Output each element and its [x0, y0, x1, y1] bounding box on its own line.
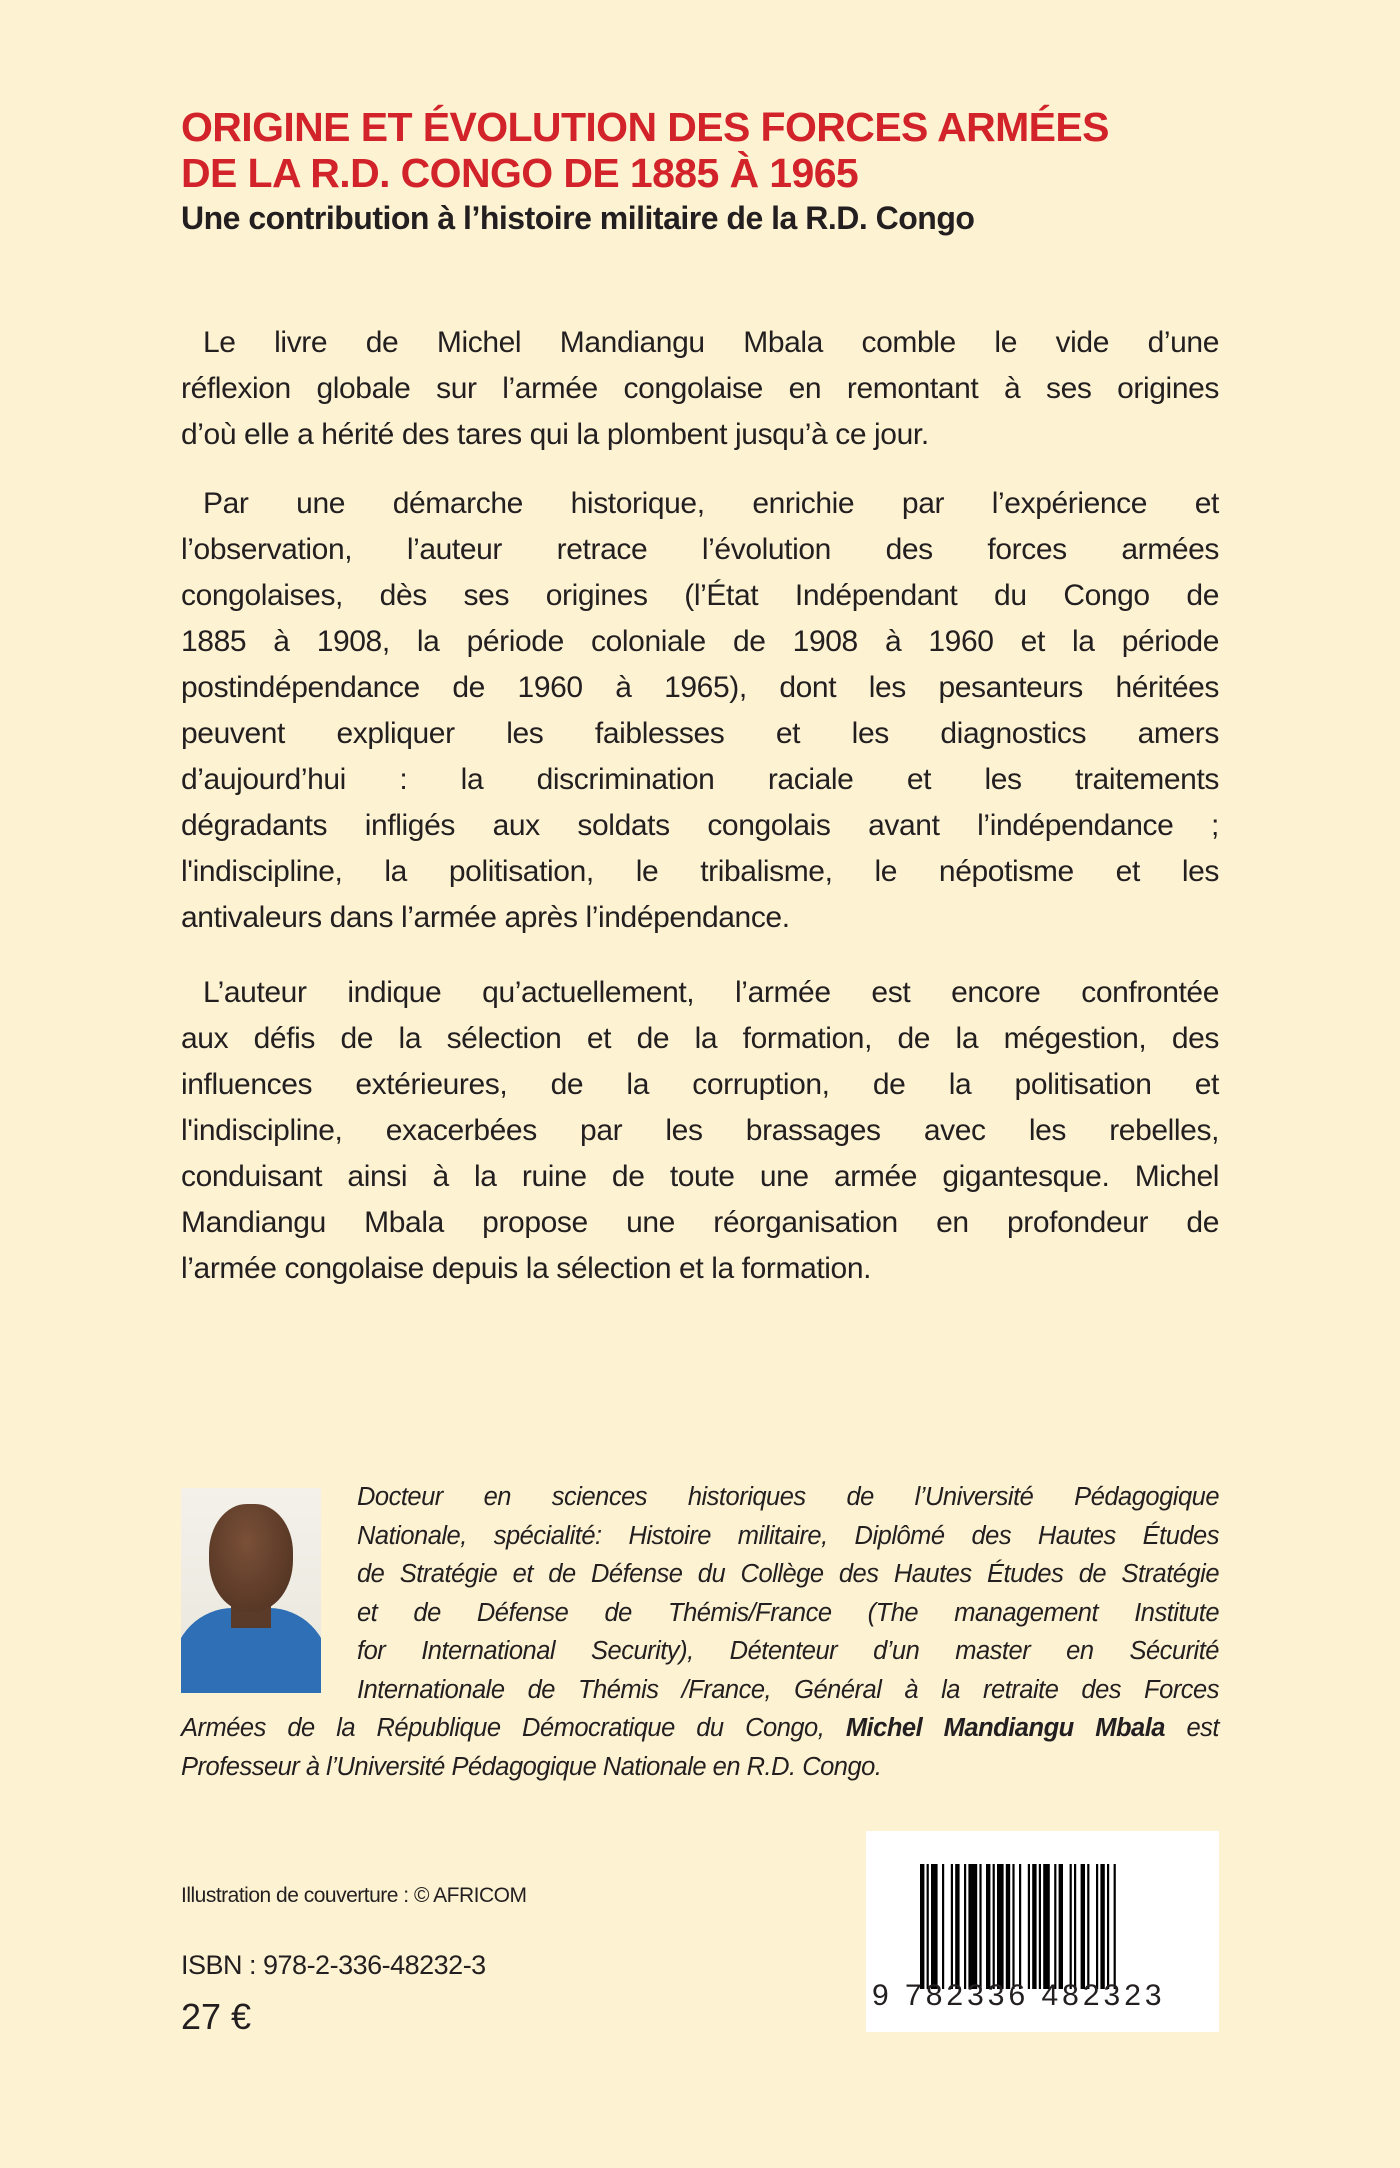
text-line: antivaleurs dans l’armée après l’indépendance. [181, 901, 790, 934]
barcode-bar [1081, 1864, 1085, 1989]
barcode-bar [955, 1864, 959, 1989]
barcode-bar [1032, 1864, 1036, 1989]
isbn: ISBN : 978-2-336-48232-3 [181, 1950, 486, 1980]
bio-line: Professeur à l’Université Pédagogique Nationale en R.D. Congo. [181, 1752, 882, 1781]
summary-paragraph-1 [181, 320, 1219, 458]
barcode-bar [986, 1864, 990, 1989]
bio-line: Docteur en sciences historiques de l’Université Pédagogique [357, 1483, 1219, 1511]
text-line: influences extérieures, de la corruption, de la politisation et [181, 1068, 1219, 1101]
barcode-bar [1012, 1864, 1014, 1989]
bio-line: et de Défense de Thémis/France (The management Institute [357, 1598, 1219, 1627]
cover-illustration-credit: Illustration de couverture : © AFRICOM [181, 1884, 527, 1907]
barcode-bar [997, 1864, 1004, 1989]
barcode-bar [1100, 1864, 1104, 1989]
bio-line: Internationale de Thémis /France, Général à la retraite des Forces [357, 1675, 1219, 1704]
book-subtitle: Une contribution à l’histoire militaire de la R.D. Congo [181, 200, 975, 236]
barcode-bar [1054, 1864, 1056, 1989]
text-line: peuvent expliquer les faiblesses et les diagnostics amers [181, 717, 1219, 750]
book-title [181, 104, 1281, 196]
text-line: aux défis de la sélection et de la formation, de la mégestion, des [181, 1022, 1219, 1055]
author-bio [181, 1478, 1219, 1786]
barcode-bar [968, 1864, 977, 1989]
barcode-bar [1059, 1864, 1063, 1989]
barcode-bar [1107, 1864, 1109, 1989]
summary-paragraph-3 [181, 970, 1219, 1292]
text-line: Par une démarche historique, enrichie par l’expérience et [203, 487, 1219, 520]
text-line: 1885 à 1908, la période coloniale de 1908 à 1960 et la période [181, 625, 1219, 658]
text-line: l’observation, l’auteur retrace l’évolution des forces armées [181, 533, 1219, 566]
barcode-bar [1043, 1864, 1050, 1989]
barcode-bar [1096, 1864, 1098, 1989]
barcode-bar [951, 1864, 953, 1989]
text-line: postindépendance de 1960 à 1965), dont les pesanteurs héritées [181, 671, 1219, 704]
text-line: l’armée congolaise depuis la sélection et la formation. [181, 1252, 872, 1285]
bio-line: Nationale, spécialité: Histoire militaire, Diplômé des Hautes Études [357, 1521, 1219, 1550]
bio-line: Armées de la République Démocratique du Congo, Michel Mandiangu Mbala est [181, 1714, 1219, 1742]
barcode-bar [1028, 1864, 1030, 1989]
barcode-bar [942, 1864, 944, 1989]
barcode-bar [1087, 1864, 1089, 1989]
text-line: Mandiangu Mbala propose une réorganisation en profondeur de [181, 1206, 1219, 1239]
text-line: d’aujourd’hui : la discrimination raciale et les traitements [181, 763, 1219, 796]
barcode-bar [1070, 1864, 1072, 1989]
barcode-bar [964, 1864, 966, 1989]
barcode-bar [931, 1864, 938, 1989]
bio-line: de Stratégie et de Défense du Collège des Hautes Études de Stratégie [357, 1560, 1219, 1588]
title-line-1: ORIGINE ET ÉVOLUTION DES FORCES ARMÉES [181, 104, 1109, 150]
barcode [866, 1831, 1219, 2032]
barcode-bar [993, 1864, 995, 1989]
barcode-bar [927, 1864, 929, 1989]
text-line: congolaises, dès ses origines (l’État Indépendant du Congo de [181, 579, 1219, 612]
text-line: L’auteur indique qu’actuellement, l’armée est encore confrontée [203, 976, 1219, 1009]
barcode-bar [1019, 1864, 1021, 1989]
author-name: Michel Mandiangu Mbala [845, 1714, 1165, 1742]
barcode-bar [1039, 1864, 1041, 1989]
text-line: dégradants infligés aux soldats congolais avant l’indépendance ; [181, 809, 1219, 842]
barcode-bar [979, 1864, 981, 1989]
bio-line: for International Security), Détenteur d’un master en Sécurité [357, 1637, 1219, 1665]
text-line: l'indiscipline, exacerbées par les brassages avec les rebelles, [181, 1114, 1219, 1147]
barcode-bar [1074, 1864, 1076, 1989]
text-line: réflexion globale sur l’armée congolaise en remontant à ses origines [181, 372, 1219, 405]
barcode-bar [1006, 1864, 1010, 1989]
text-line: l'indiscipline, la politisation, le tribalisme, le népotisme et les [181, 855, 1219, 888]
text-line: conduisant ainsi à la ruine de toute une armée gigantesque. Michel [181, 1160, 1219, 1193]
title-line-2: DE LA R.D. CONGO DE 1885 À 1965 [181, 150, 859, 196]
text-line: Le livre de Michel Mandiangu Mbala comble le vide d’une [203, 326, 1219, 359]
text-line: d’où elle a hérité des tares qui la plombent jusqu’à ce jour. [181, 418, 929, 451]
barcode-digits: 9 782336 482323 [872, 1979, 1166, 2012]
barcode-bar [1114, 1864, 1116, 1989]
summary-paragraph-2 [181, 481, 1219, 941]
barcode-bar [920, 1864, 924, 1989]
price: 27 € [181, 1996, 252, 2037]
